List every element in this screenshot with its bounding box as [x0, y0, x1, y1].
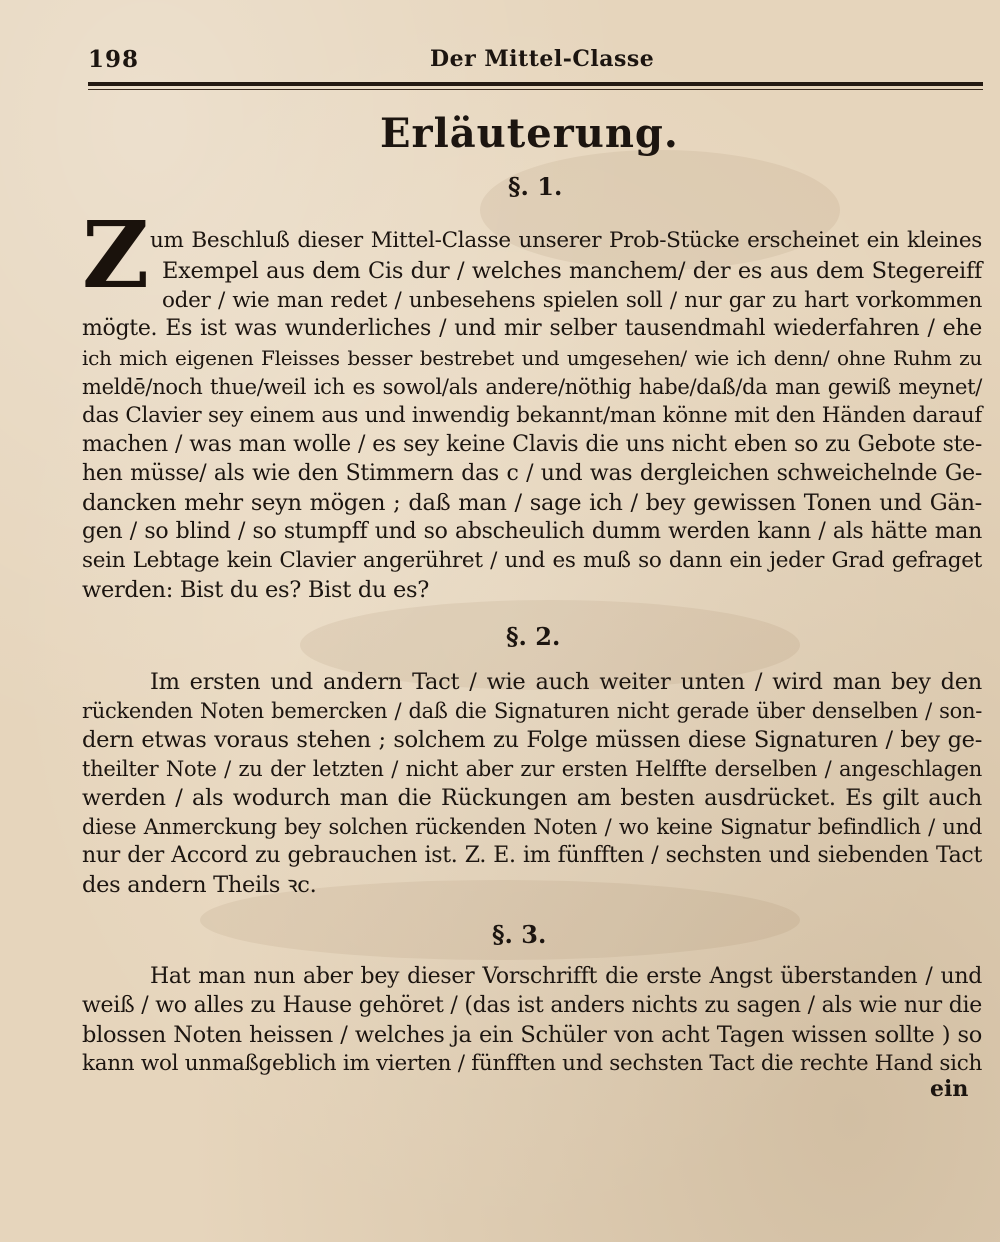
page-number: 198: [88, 46, 140, 73]
paragraph1-line: gen / so blind / so stumpff und so abscheulich dumm werden kann / als hätte man: [82, 519, 982, 544]
catchword: ein: [930, 1076, 969, 1102]
header-rule-thin: [88, 89, 983, 90]
drop-cap-initial: Z: [82, 201, 150, 309]
paragraph2-line: dern etwas voraus stehen ; solchem zu Folge müssen diese Signaturen / bey ge-: [82, 727, 982, 753]
paragraph1-line: oder / wie man redet / unbesehens spielen soll / nur gar zu hart vorkommen: [162, 288, 982, 313]
paragraph-mark-3: §. 3.: [492, 920, 547, 949]
paragraph2-line: des andern Theils ꝛc.: [82, 872, 317, 898]
section-title: Erläuterung.: [380, 110, 679, 157]
paragraph-mark-2: §. 2.: [506, 622, 561, 651]
paragraph-mark-1: §. 1.: [508, 172, 563, 201]
paragraph1-line: meldē/noch thue/weil ich es sowol/als andere/nöthig habe/daß/da man gewiß meynet/: [82, 375, 982, 399]
paragraph1-line: machen / was man wolle / es sey keine Clavis die uns nicht eben so zu Gebote ste-: [82, 432, 982, 457]
running-head-title: Der Mittel-Classe: [430, 46, 655, 72]
paragraph3-line: kann wol unmaßgeblich im vierten / fünfften und sechsten Tact die rechte Hand sich: [82, 1051, 982, 1076]
paragraph3-line: Hat man nun aber bey dieser Vorschrifft die erste Angst überstanden / und: [150, 964, 982, 989]
paragraph3-line: blossen Noten heissen / welches ja ein Schüler von acht Tagen wissen sollte ) so: [82, 1022, 982, 1048]
paragraph2-line: nur der Accord zu gebrauchen ist. Z. E. im fünfften / sechsten und siebenden Tact: [82, 843, 982, 868]
paragraph1-line: mögte. Es ist was wunderliches / und mir selber tausendmahl wiederfahren / ehe: [82, 316, 982, 341]
paragraph1-line: hen müsse/ als wie den Stimmern das c / und was dergleichen schweichelnde Ge-: [82, 461, 982, 486]
paragraph2-line: theilter Note / zu der letzten / nicht aber zur ersten Helffte derselben / angeschlagen: [82, 757, 982, 781]
paragraph1-line: ich mich eigenen Fleisses besser bestrebet und umgesehen/ wie ich denn/ ohne Ruhm zu: [82, 346, 982, 370]
header-rule: [88, 82, 983, 86]
paragraph3-line: weiß / wo alles zu Hause gehöret / (das ist anders nichts zu sagen / als wie nur die: [82, 993, 982, 1018]
paragraph2-line: rückenden Noten bemercken / daß die Signaturen nicht gerade über denselben / son-: [82, 699, 982, 723]
paragraph1-line: dancken mehr seyn mögen ; daß man / sage ich / bey gewissen Tonen und Gän-: [82, 490, 982, 516]
paragraph1-line: werden: Bist du es? Bist du es?: [82, 577, 430, 603]
paragraph1-line: um Beschluß dieser Mittel-Classe unserer Prob-Stücke erscheinet ein kleines: [150, 228, 982, 253]
paragraph2-line: werden / als wodurch man die Rückungen am besten ausdrücket. Es gilt auch: [82, 785, 982, 811]
paragraph1-line: sein Lebtage kein Clavier angerühret / und es muß so dann ein jeder Grad gefraget: [82, 548, 982, 573]
running-header: [88, 44, 983, 78]
paragraph1-line: das Clavier sey einem aus und inwendig bekannt/man könne mit den Händen darauf: [82, 403, 982, 428]
paragraph1-line: Exempel aus dem Cis dur / welches manchem/ der es aus dem Stegereiff: [162, 258, 982, 284]
paragraph2-line: Im ersten und andern Tact / wie auch weiter unten / wird man bey den: [150, 669, 982, 695]
paragraph2-line: diese Anmerckung bey solchen rückenden Noten / wo keine Signatur befindlich / und: [82, 815, 982, 839]
